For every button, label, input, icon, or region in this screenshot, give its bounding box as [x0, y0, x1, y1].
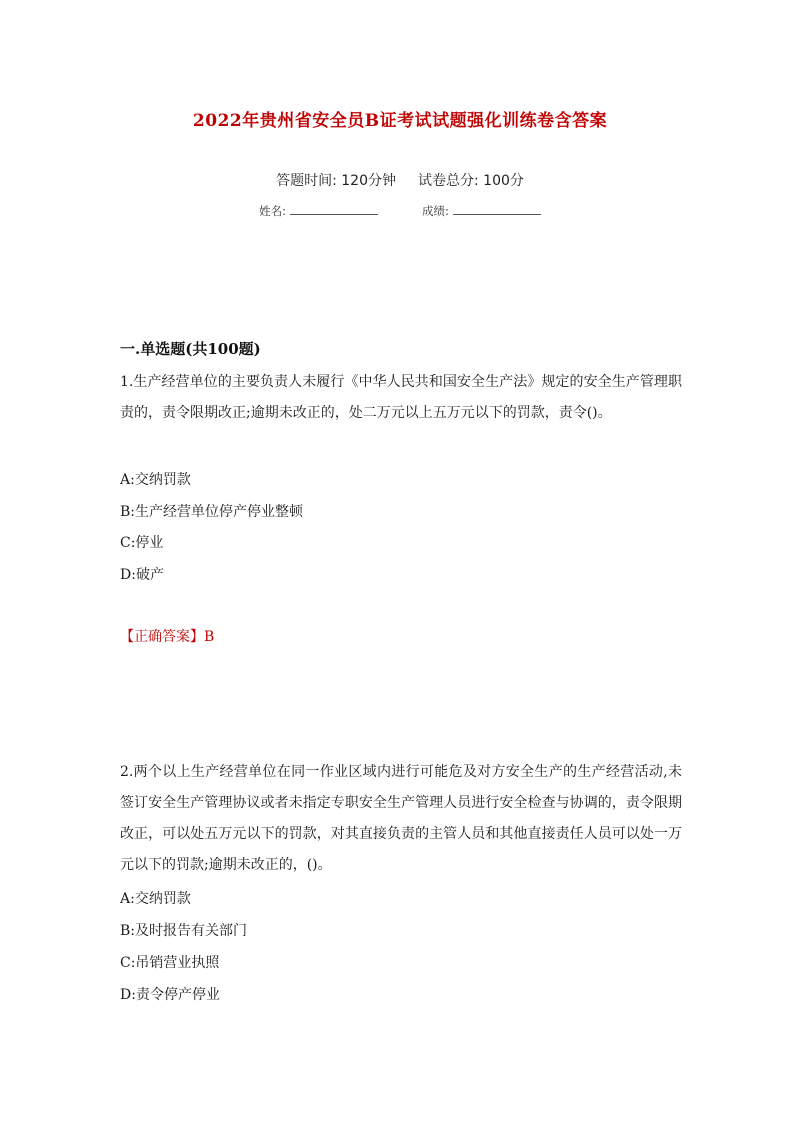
score-label: 成绩:	[422, 204, 449, 218]
score-blank	[453, 204, 541, 215]
question-2-option-d: D:责令停产停业	[120, 987, 220, 1003]
question-1-option-d: D:破产	[120, 567, 164, 583]
name-blank	[290, 204, 378, 215]
question-1-option-a: A:交纳罚款	[120, 472, 191, 488]
question-1-option-b: B:生产经营单位停产停业整顿	[120, 504, 304, 520]
total-score: 试卷总分: 100分	[418, 173, 524, 189]
question-2-text: 2.两个以上生产经营单位在同一作业区域内进行可能危及对方安全生产的生产经营活动,未签订安全生产管理协议或者未指定专职安全生产管理人员进行安全检查与协调的，责令限期改正，可以处五万元以下的罚款，对其直接负责的主管人员和其他直接责任人员可以处一万元以下的罚款;逾期未改正的，()。	[120, 764, 682, 873]
section-heading: 一.单选题(共100题)	[120, 340, 261, 358]
document-title: 2022年贵州省安全员B证考试试题强化训练卷含答案	[192, 111, 608, 131]
student-info	[0, 203, 800, 219]
question-2-option-c: C:吊销营业执照	[120, 955, 220, 971]
question-1-text: 1.生产经营单位的主要负责人未履行《中华人民共和国安全生产法》规定的安全生产管理职责的，责令限期改正;逾期未改正的，处二万元以上五万元以下的罚款，责令()。	[120, 374, 682, 421]
question-2-option-b: B:及时报告有关部门	[120, 923, 248, 939]
question-2-option-a: A:交纳罚款	[120, 891, 191, 907]
exam-time: 答题时间: 120分钟	[276, 173, 396, 189]
question-1-answer: 【正确答案】B	[120, 629, 215, 645]
name-label: 姓名:	[259, 204, 286, 218]
question-1-option-c: C:停业	[120, 535, 164, 551]
exam-meta	[0, 170, 800, 190]
